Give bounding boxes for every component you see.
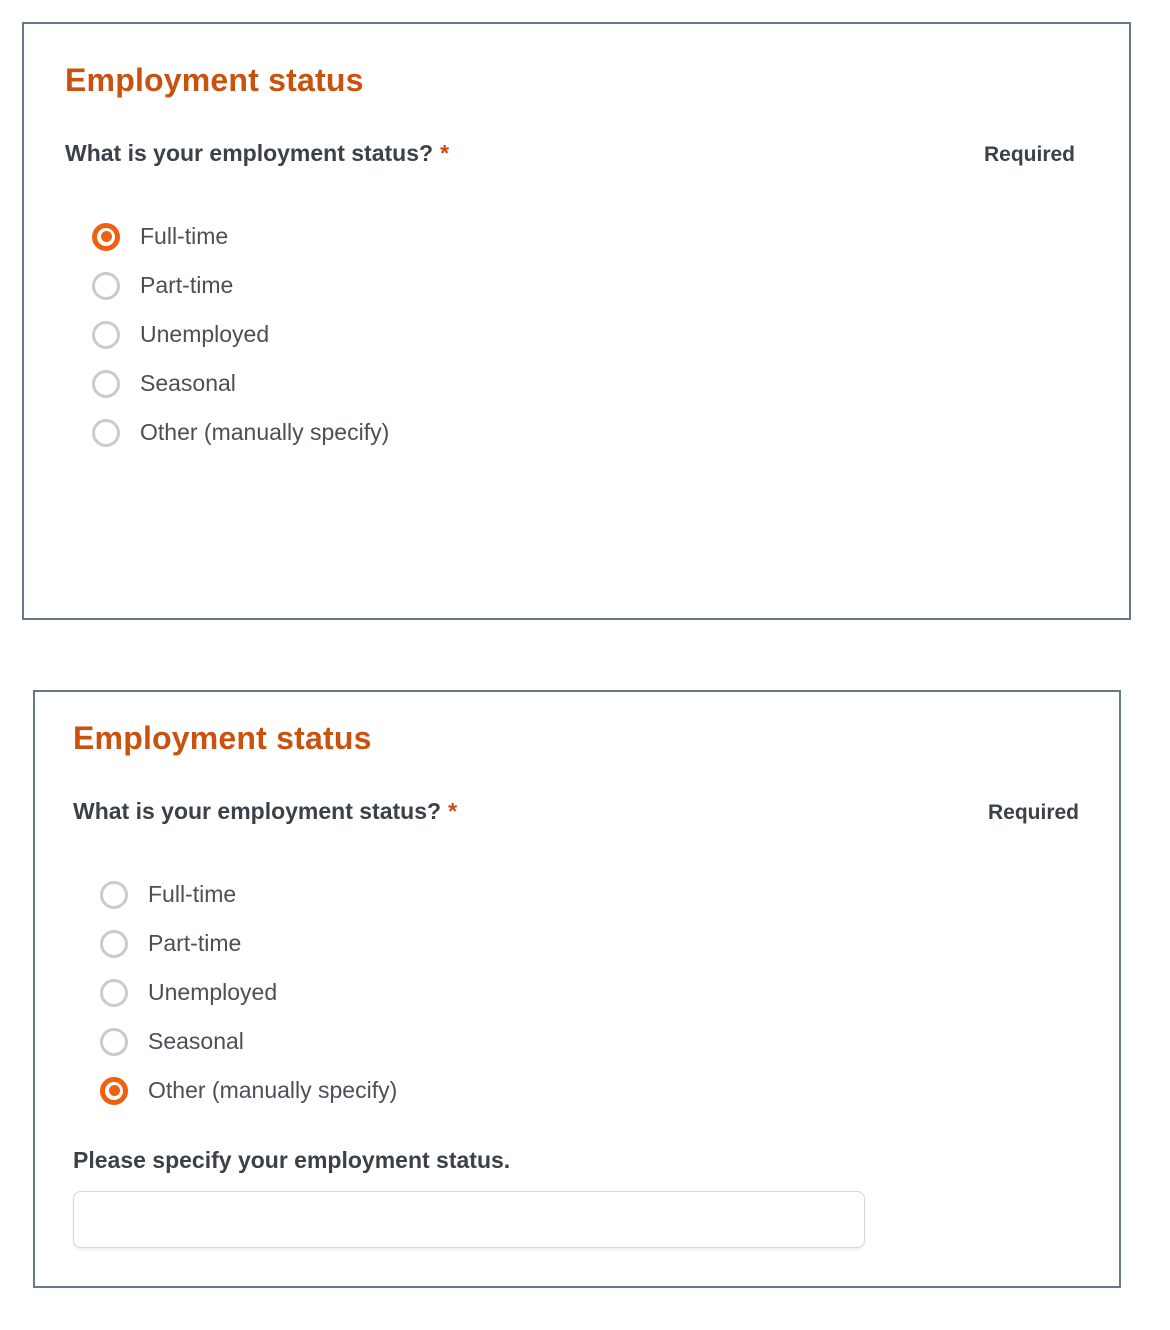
radio-icon[interactable]	[92, 223, 120, 251]
radio-icon[interactable]	[92, 272, 120, 300]
radio-group	[65, 212, 1075, 457]
question-text: What is your employment status?	[73, 798, 442, 824]
question-label	[65, 138, 449, 168]
radio-icon[interactable]	[100, 930, 128, 958]
radio-option-full-time[interactable]	[92, 212, 1075, 261]
radio-icon[interactable]	[100, 881, 128, 909]
radio-dot	[109, 1036, 120, 1047]
radio-icon[interactable]	[100, 979, 128, 1007]
option-label: Other (manually specify)	[140, 419, 390, 445]
specify-input[interactable]	[73, 1191, 865, 1248]
question-text: What is your employment status?	[65, 140, 434, 166]
radio-dot	[109, 987, 120, 998]
option-label: Other (manually specify)	[148, 1077, 398, 1103]
option-label: Seasonal	[148, 1028, 244, 1054]
radio-option-unemployed[interactable]	[92, 310, 1075, 359]
radio-icon[interactable]	[92, 419, 120, 447]
required-asterisk: *	[448, 798, 458, 824]
radio-dot	[109, 938, 120, 949]
radio-icon[interactable]	[100, 1077, 128, 1105]
required-badge: Required	[983, 143, 1075, 166]
specify-label: Please specify your employment status.	[73, 1147, 511, 1173]
employment-status-card-2	[33, 690, 1121, 1288]
radio-option-other[interactable]	[100, 1066, 1079, 1115]
option-label: Part-time	[148, 930, 242, 956]
section-heading: Employment status	[73, 720, 372, 756]
radio-dot	[101, 329, 112, 340]
employment-status-card-1	[22, 22, 1131, 620]
radio-icon[interactable]	[92, 370, 120, 398]
specify-section	[73, 1145, 1079, 1248]
radio-option-other[interactable]	[92, 408, 1075, 457]
radio-option-full-time[interactable]	[100, 870, 1079, 919]
option-label: Seasonal	[140, 370, 236, 396]
required-badge: Required	[987, 801, 1079, 824]
option-label: Unemployed	[140, 321, 270, 347]
radio-icon[interactable]	[100, 1028, 128, 1056]
radio-dot	[109, 889, 120, 900]
radio-group	[73, 870, 1079, 1115]
question-row	[73, 796, 1079, 828]
radio-icon[interactable]	[92, 321, 120, 349]
radio-dot	[101, 231, 112, 242]
option-label: Unemployed	[148, 979, 278, 1005]
option-label: Full-time	[140, 223, 229, 249]
option-label: Full-time	[148, 881, 237, 907]
radio-dot	[101, 280, 112, 291]
radio-dot	[101, 378, 112, 389]
radio-option-unemployed[interactable]	[100, 968, 1079, 1017]
radio-dot	[101, 427, 112, 438]
option-label: Part-time	[140, 272, 234, 298]
required-asterisk: *	[440, 140, 450, 166]
question-row	[65, 138, 1075, 170]
radio-option-seasonal[interactable]	[92, 359, 1075, 408]
radio-option-seasonal[interactable]	[100, 1017, 1079, 1066]
radio-option-part-time[interactable]	[100, 919, 1079, 968]
radio-dot	[109, 1085, 120, 1096]
radio-option-part-time[interactable]	[92, 261, 1075, 310]
section-heading: Employment status	[65, 62, 364, 98]
question-label	[73, 796, 457, 826]
